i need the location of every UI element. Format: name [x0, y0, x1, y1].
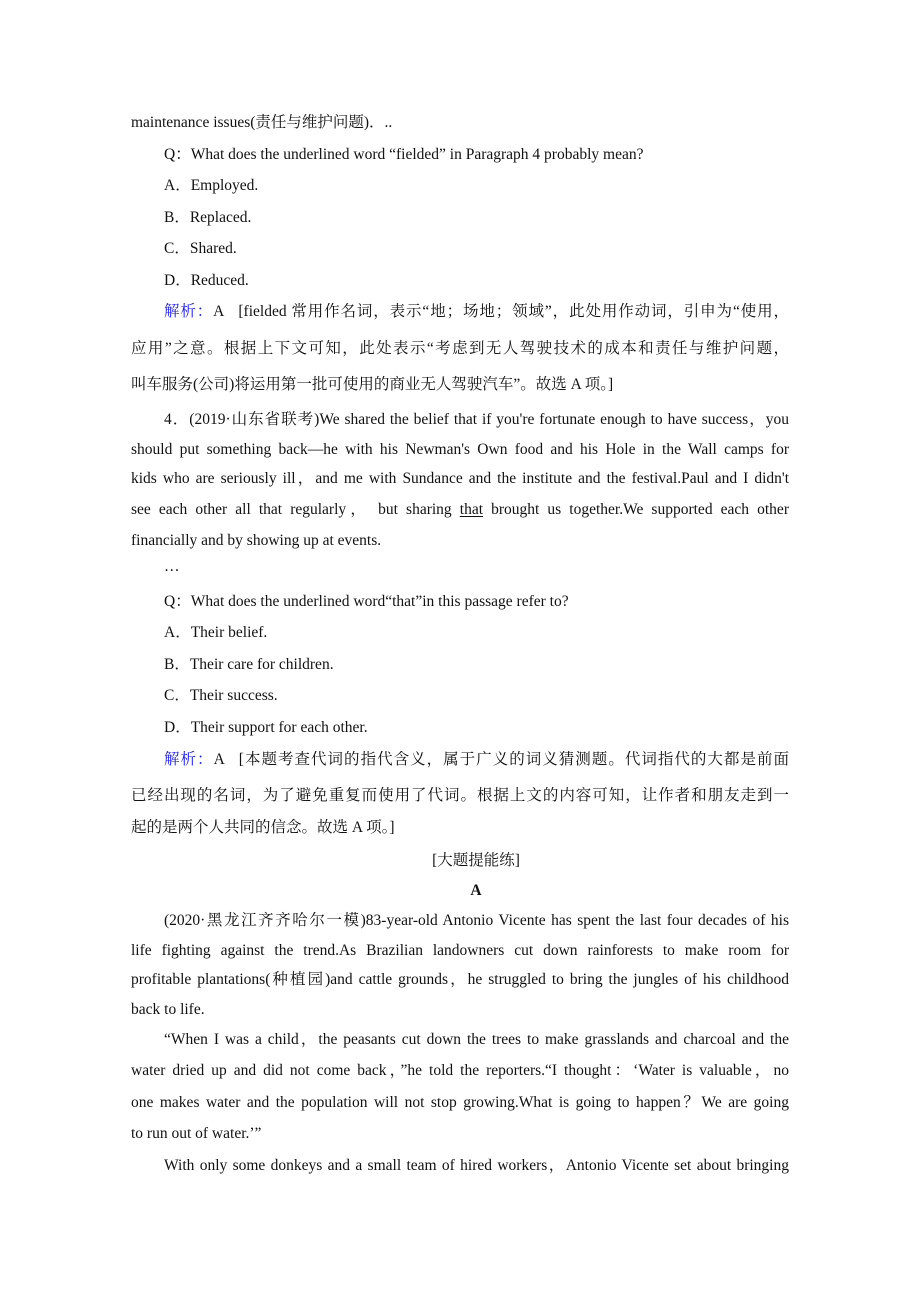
section-subtitle: A: [470, 882, 482, 899]
analysis-answer: A: [213, 751, 225, 768]
q4-passage-line-2: should put something back—he with his Newman's Own food and his Hole in the Wall camps for: [131, 441, 789, 458]
question-3: Q：What does the underlined word “fielded” in Paragraph 4 probably mean?: [164, 146, 644, 163]
q4-option-a: [164, 623, 789, 643]
underlined-word: that: [459, 501, 484, 518]
option-letter: D．: [164, 719, 191, 736]
option-text: Their support for each other.: [190, 719, 368, 736]
para2-line-4: to run out of water.’”: [131, 1125, 262, 1142]
option-text: Shared.: [189, 240, 237, 257]
option-text: Their belief.: [190, 624, 268, 641]
question-number: 4．: [164, 411, 190, 428]
analysis-label: 解析：: [164, 751, 214, 768]
q3-analysis-line-2: 应用”之意。根据上下文可知，此处表示“考虑到无人驾驶技术的成本和责任与维护问题，: [131, 340, 789, 357]
option-letter: A．: [164, 177, 191, 194]
q3-option-b: [164, 208, 789, 228]
para2-line-2: water dried up and did not come back，”he told the reporters.“I thought：‘Water is valuable，no: [131, 1062, 789, 1079]
option-text: Replaced.: [189, 209, 252, 226]
option-letter: C．: [164, 687, 190, 704]
q4-passage-line-5: financially and by showing up at events.: [131, 532, 382, 549]
passage-text: We shared the belief that if you're fortunate enough to have success，you: [319, 411, 789, 428]
para2-line-3: one makes water and the population will not stop growing.What is going to happen？We are going: [131, 1094, 789, 1111]
option-letter: B．: [164, 209, 190, 226]
option-text: Their care for children.: [189, 656, 334, 673]
q4-analysis-line-2: 已经出现的名词，为了避免重复而使用了代词。根据上文的内容可知，让作者和朋友走到一: [131, 787, 789, 804]
q4-passage-line-1: [164, 410, 789, 430]
option-letter: D．: [164, 272, 191, 289]
q3-option-d: [164, 271, 789, 291]
analysis-answer: A: [213, 303, 225, 320]
q4-option-b: [164, 655, 789, 675]
para2-line-1: “When I was a child，the peasants cut down the trees to make grasslands and charcoal and the: [164, 1031, 789, 1048]
section-title: [大题提能练]: [432, 852, 520, 869]
q3-analysis-line-3: 叫车服务(公司)将运用第一批可使用的商业无人驾驶汽车”。故选 A 项。]: [131, 376, 614, 393]
option-text: Employed.: [190, 177, 259, 194]
passage-source: (2020·黑龙江齐齐哈尔一模): [164, 912, 366, 929]
option-letter: C．: [164, 240, 190, 257]
passage-text: 83-year-old Antonio Vicente has spent the last four decades of his: [365, 912, 789, 929]
passage-fragment: maintenance issues(责任与维护问题)．..: [131, 114, 393, 131]
analysis-text: [fielded 常用作名词，表示“地；场地；领域”，此处用作动词，引申为“使用，: [238, 303, 789, 320]
option-text: Reduced.: [190, 272, 249, 289]
q3-option-c: [164, 239, 789, 259]
question-source: (2019·山东省联考): [189, 411, 320, 428]
para1-line-4: back to life.: [131, 1001, 205, 1018]
passage-text: see each other all that regularly， but sharing: [131, 501, 460, 518]
para3-line-1: With only some donkeys and a small team of hired workers，Antonio Vicente set about bringing: [164, 1157, 789, 1174]
analysis-text: [本题考查代词的指代含义，属于广义的词义猜测题。代词指代的大都是前面: [238, 751, 789, 768]
option-letter: A．: [164, 624, 191, 641]
q4-option-d: [164, 718, 789, 738]
ellipsis: …: [164, 558, 180, 575]
para1-line-3: profitable plantations(种植园)and cattle grounds，he struggled to bring the jungles of his childhood: [131, 971, 789, 988]
q4-analysis-line-1: [164, 750, 789, 770]
option-letter: B．: [164, 656, 190, 673]
q4-option-c: [164, 686, 789, 706]
q3-analysis-line-1: [164, 302, 789, 322]
q4-passage-line-3: kids who are seriously ill，and me with Sundance and the institute and the festival.Paul and I didn't: [131, 470, 789, 487]
q4-analysis-line-3: 起的是两个人共同的信念。故选 A 项。]: [131, 819, 395, 836]
passage-text: brought us together.We supported each other: [483, 501, 789, 518]
q4-passage-line-4: [131, 500, 789, 520]
question-4: Q：What does the underlined word“that”in this passage refer to?: [164, 593, 569, 610]
q3-option-a: [164, 176, 789, 196]
para1-line-1: [164, 911, 789, 931]
analysis-label: 解析：: [164, 303, 214, 320]
para1-line-2: life fighting against the trend.As Brazilian landowners cut down rainforests to make room for: [131, 942, 789, 959]
option-text: Their success.: [189, 687, 278, 704]
